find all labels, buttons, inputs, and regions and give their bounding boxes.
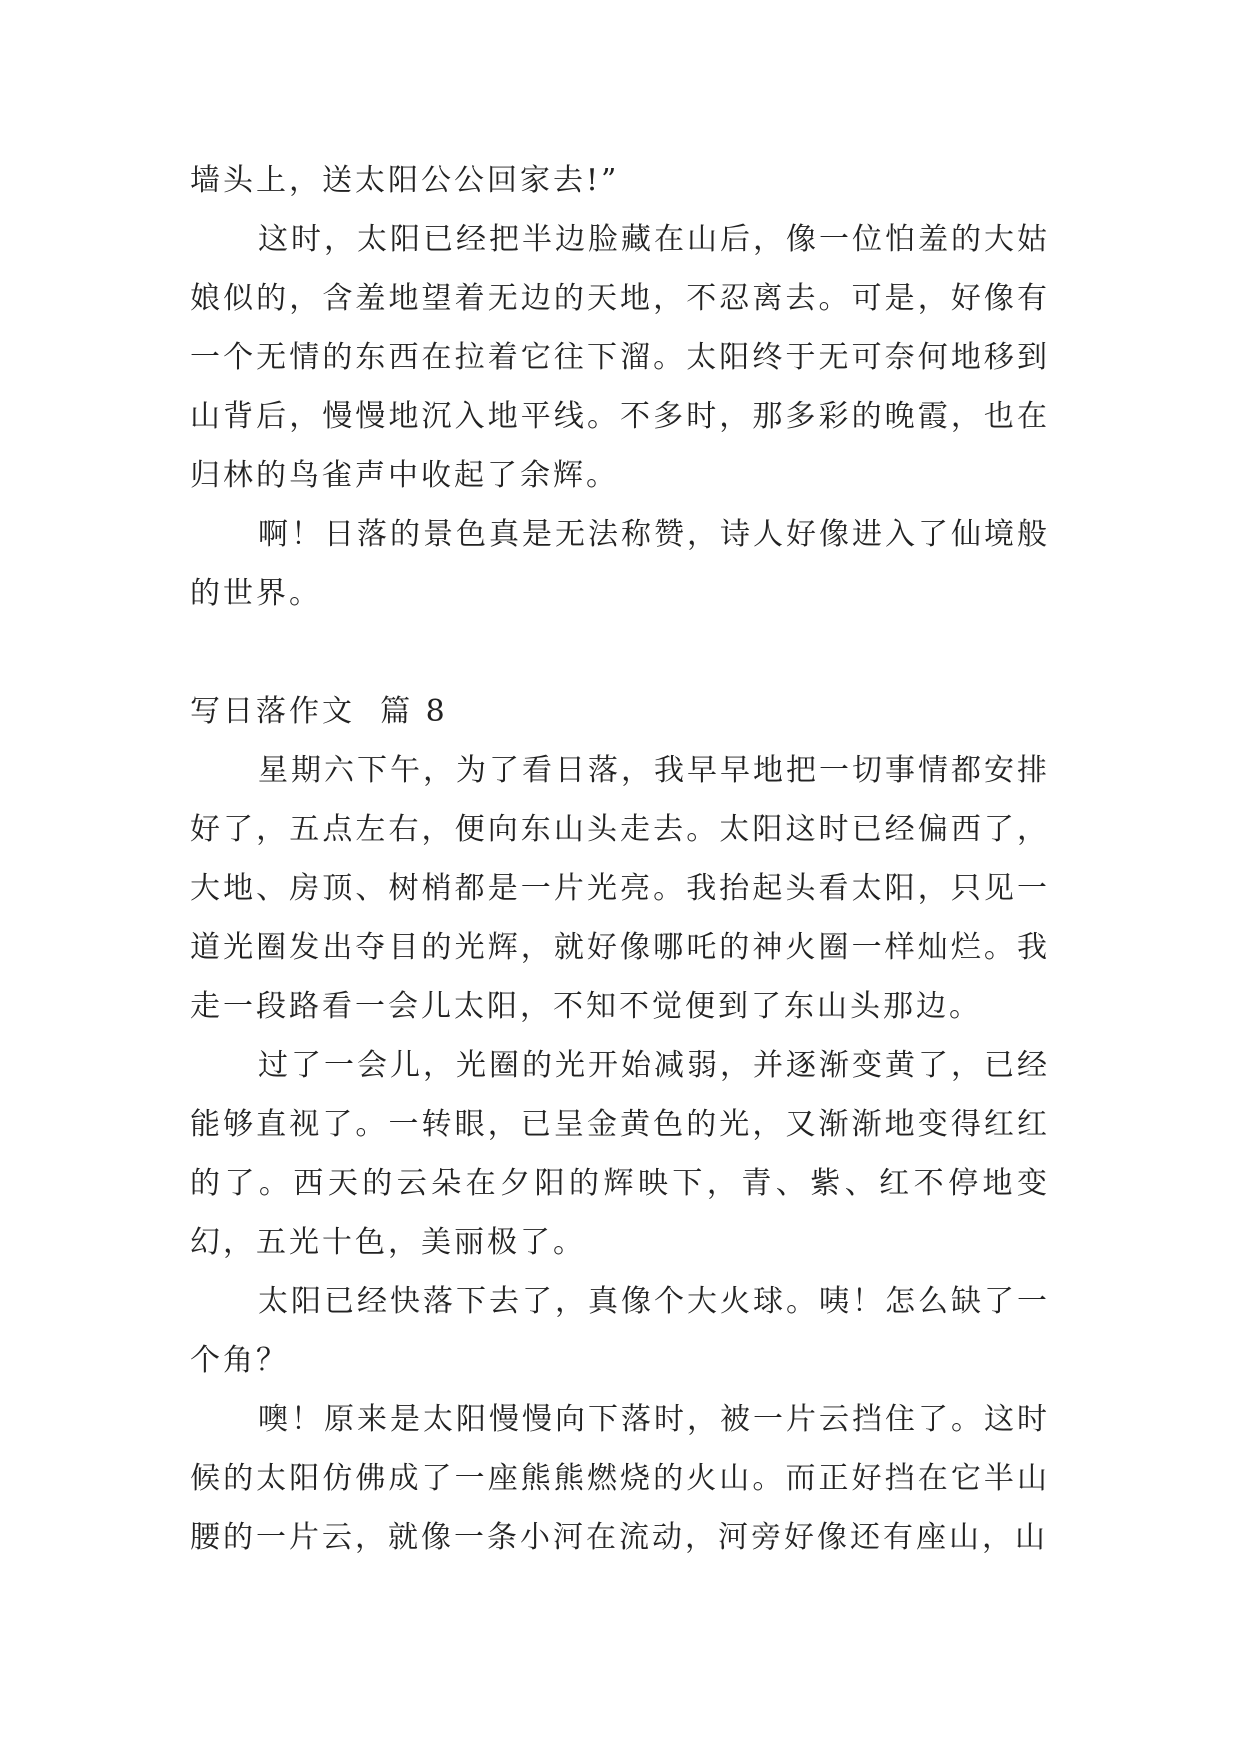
paragraph: 噢！原来是太阳慢慢向下落时，被一片云挡住了。这时候的太阳仿佛成了一座熊熊燃烧的火山。而正好挡在它半山腰的一片云，就像一条小河在流动，河旁好像还有座山，山 bbox=[190, 1402, 1050, 1555]
paragraph: 太阳已经快落下去了，真像个大火球。咦！怎么缺了一个角？ bbox=[190, 1284, 1050, 1378]
paragraph-continuation: 墙头上，送太阳公公回家去!” bbox=[190, 163, 620, 198]
paragraph: 过了一会儿，光圈的光开始减弱，并逐渐变黄了，已经能够直视了。一转眼，已呈金黄色的光，又渐渐地变得红红的了。西天的云朵在夕阳的辉映下，青、紫、红不停地变幻，五光十色，美丽极了。 bbox=[190, 1048, 1050, 1260]
paragraph: 啊！日落的景色真是无法称赞，诗人好像进入了仙境般的世界。 bbox=[190, 517, 1050, 611]
paragraph: 这时，太阳已经把半边脸藏在山后，像一位怕羞的大姑娘似的，含羞地望着无边的天地，不忍离去。可是，好像有一个无情的东西在拉着它往下溜。太阳终于无可奈何地移到山背后，慢慢地沉入地平线。不多时，那多彩的晚霞，也在归林的鸟雀声中收起了余辉。 bbox=[190, 222, 1050, 493]
section-heading: 写日落作文 篇 8 bbox=[190, 694, 448, 729]
document-body bbox=[190, 151, 1050, 1567]
paragraph: 星期六下午，为了看日落，我早早地把一切事情都安排好了，五点左右，便向东山头走去。太阳这时已经偏西了，大地、房顶、树梢都是一片光亮。我抬起头看太阳，只见一道光圈发出夺目的光辉，就好像哪吒的神火圈一样灿烂。我走一段路看一会儿太阳，不知不觉便到了东山头那边。 bbox=[190, 753, 1050, 1024]
